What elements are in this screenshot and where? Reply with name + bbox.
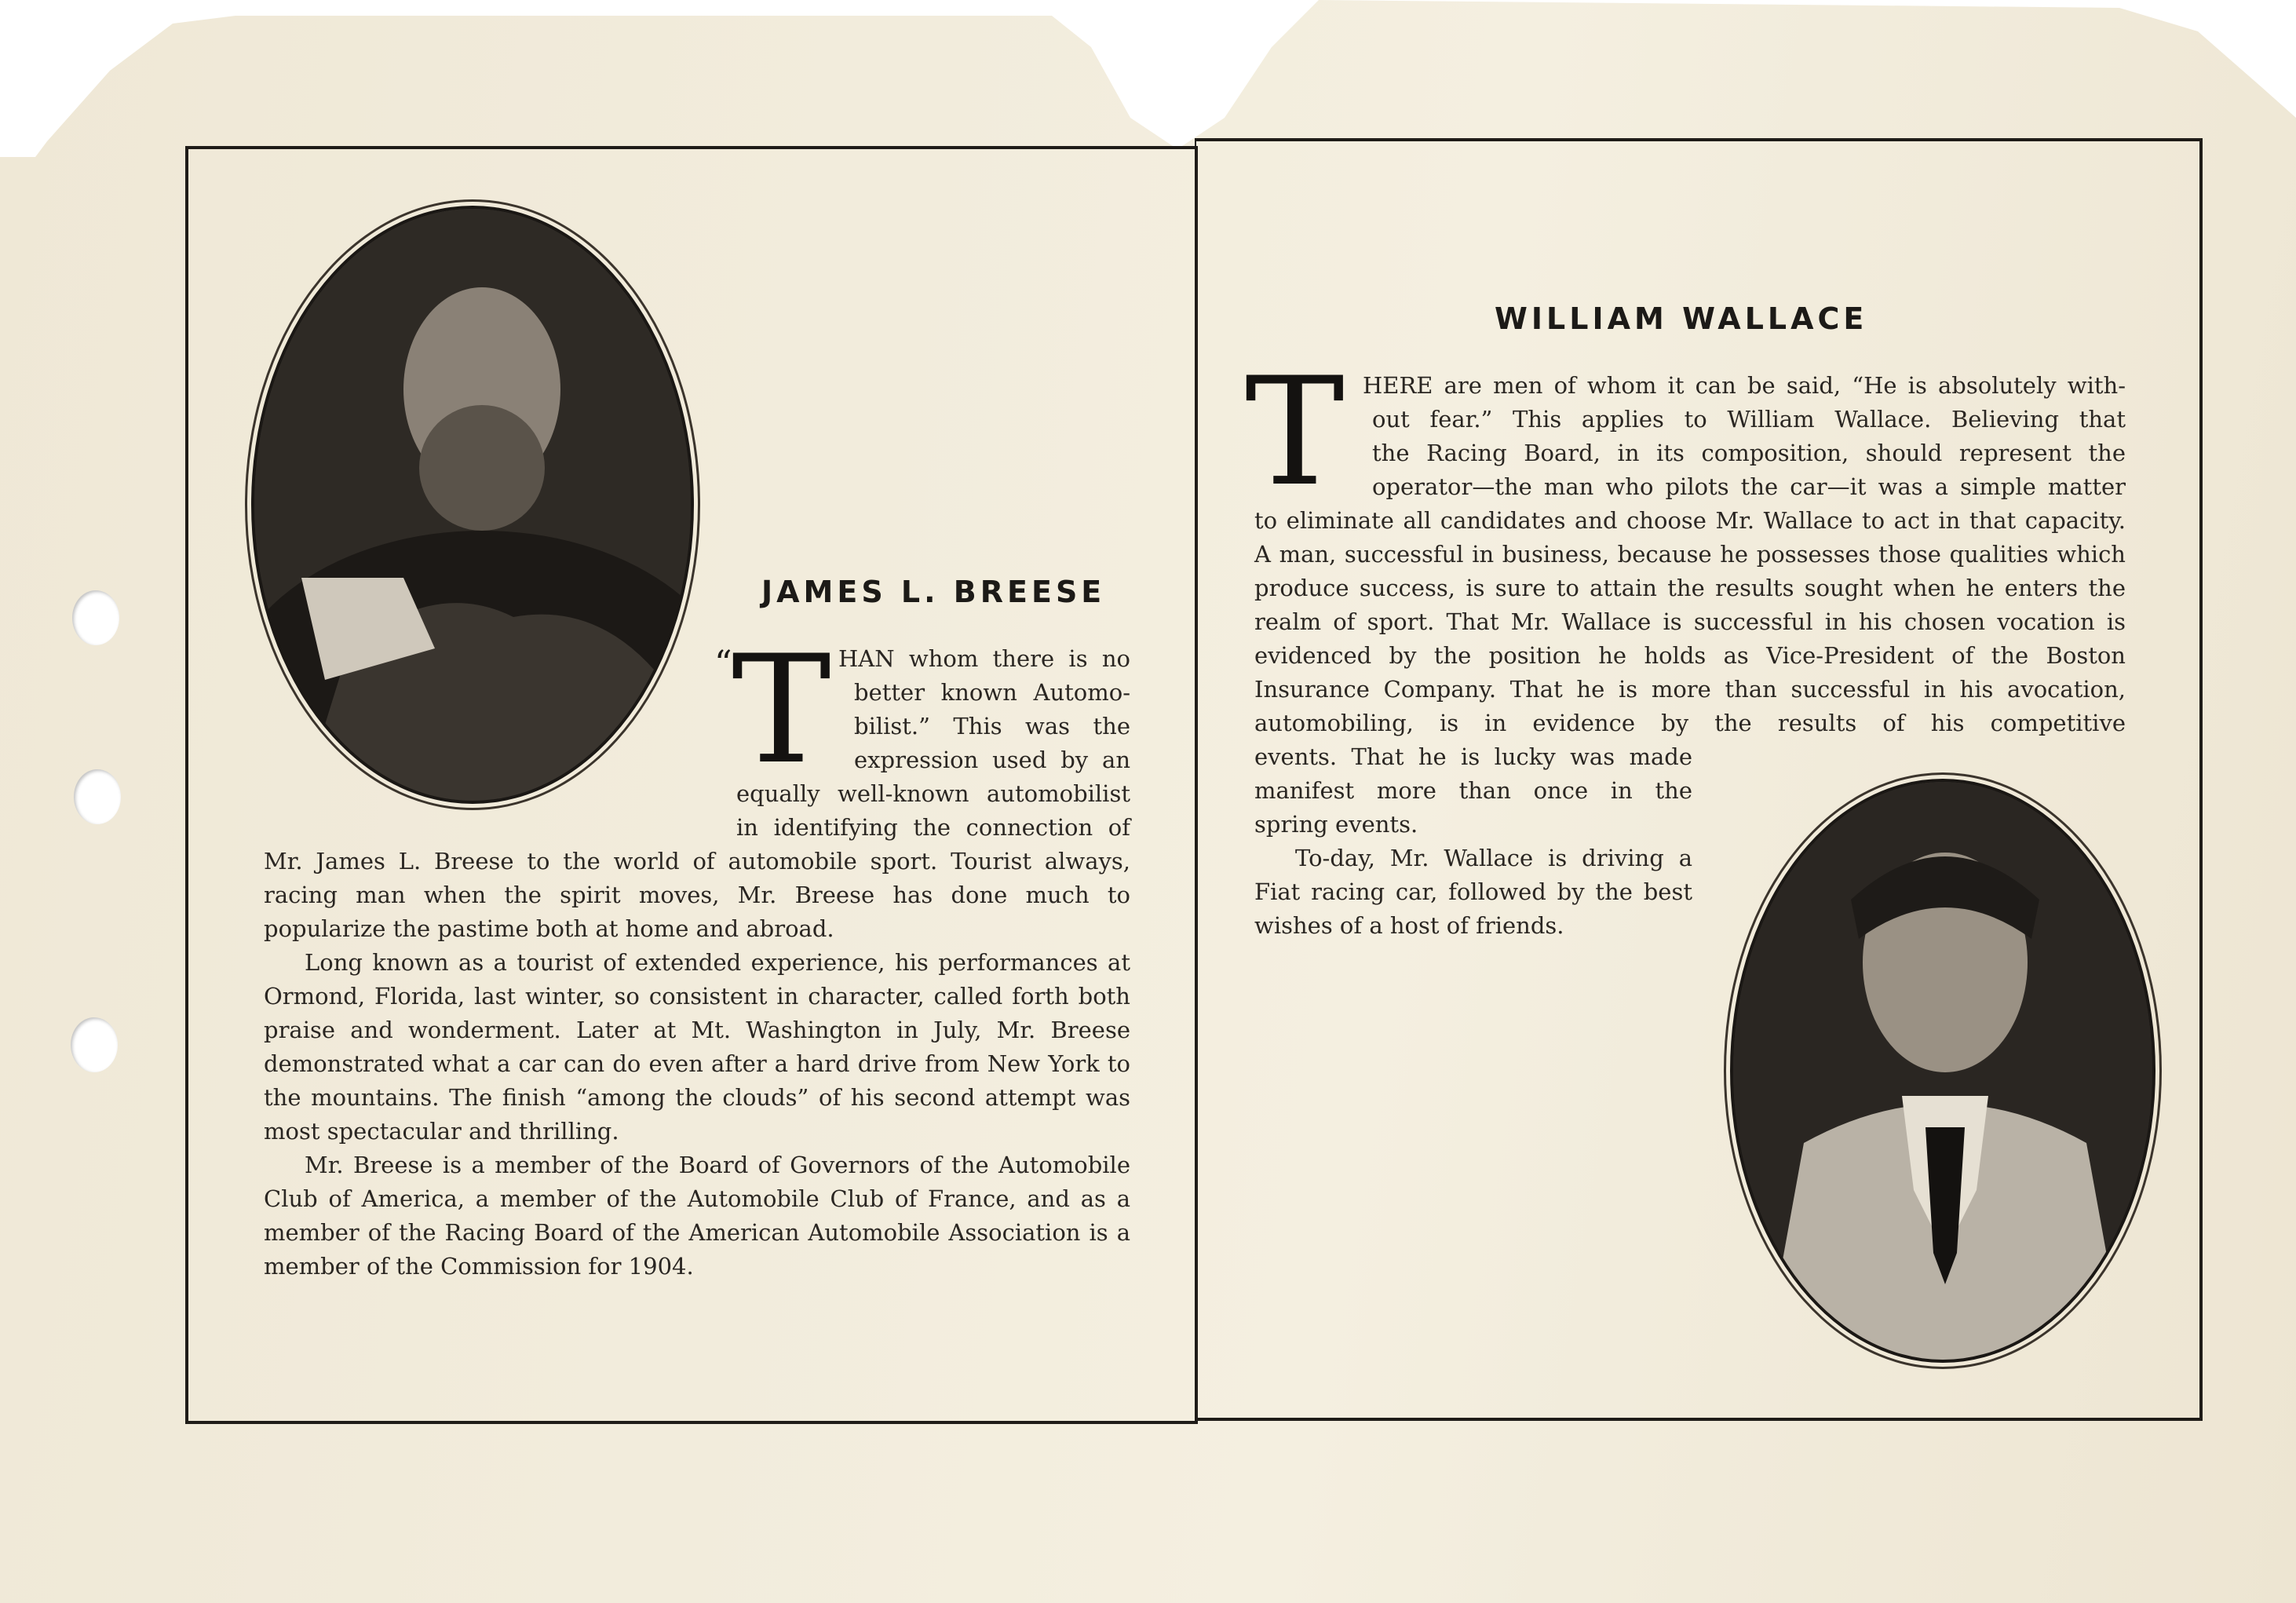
breese-paragraph-1: Mr. James L. Breese to the world of automobile sport. Tourist always, racing man when the spirit moves, Mr. Breese has done much to popularize the pastime both at home and abroad. <box>264 848 1130 942</box>
dropcap-right: T <box>1245 345 1345 519</box>
intro-line: bilist.” This was the <box>854 713 1130 739</box>
opening-quote: “ <box>714 644 732 684</box>
intro-line: in identifying the connection of <box>736 814 1130 841</box>
breese-paragraph-2: Long known as a tourist of extended experience, his performances at Ormond, Florida, last winter, so consistent in character, called forth both praise and wonderment. Later at Mt. Washington in July, Mr. Breese demonstrated what a car can do even after a hard drive from New York to the mountains. The finish “among the clouds” of his second attempt was most spectacular and thrilling. <box>264 949 1130 1145</box>
punch-hole-bottom <box>71 1017 118 1072</box>
dropcap-left: T <box>732 623 831 797</box>
wallace-paragraph-2: To-day, Mr. Wallace is driving a Fiat racing car, followed by the best wishes of a host of friends. <box>1254 845 1692 939</box>
heading-james-l-breese: JAMES L. BREESE <box>761 575 1106 609</box>
intro-line: operator—the man who pilots the car—it was a simple matter <box>1372 473 2126 500</box>
intro-line: expression used by an <box>854 747 1130 773</box>
portrait-photo-icon <box>254 209 691 801</box>
intro-line: equally well-known automobilist <box>736 780 1130 807</box>
intro-line: out fear.” This applies to William Wallace. Believing that <box>1372 406 2126 433</box>
torn-top-edge <box>0 0 2296 157</box>
punch-hole-middle <box>74 769 121 824</box>
wallace-paragraph-1: to eliminate all candidates and choose Mr. Wallace to act in that capacity. A man, successful in business, because he possesses those qualities which produce success, is sure to attain the results sought when he enters the realm of sport. That Mr. Wallace is successful in his chosen vocation is evidenced by the position he holds as Vice-President of the Boston Insurance Company. That he is more than successful in his avocation, automobiling, is in evidence by the results of his competitive <box>1254 507 2126 736</box>
intro-line: HERE are men of whom it can be said, “He is absolutely with- <box>1363 372 2126 399</box>
portrait-james-l-breese <box>251 206 694 804</box>
punch-hole-top <box>72 590 119 645</box>
intro-line: the Racing Board, in its composition, should represent the <box>1372 440 2126 466</box>
wallace-paragraph-1-end: events. That he is lucky was made manifest more than once in the spring events. <box>1254 743 1692 838</box>
intro-line: better known Automo- <box>854 679 1130 706</box>
portrait-photo-icon <box>1733 782 2152 1360</box>
portrait-william-wallace <box>1730 779 2155 1363</box>
intro-line: HAN whom there is no <box>838 645 1130 672</box>
breese-paragraph-3: Mr. Breese is a member of the Board of Governors of the Automobile Club of America, a member of the Automobile Club of France, and as a member of the Racing Board of the American Automobile Association is a member of the Commission for 1904. <box>264 1152 1130 1280</box>
heading-william-wallace: WILLIAM WALLACE <box>1495 301 1868 336</box>
